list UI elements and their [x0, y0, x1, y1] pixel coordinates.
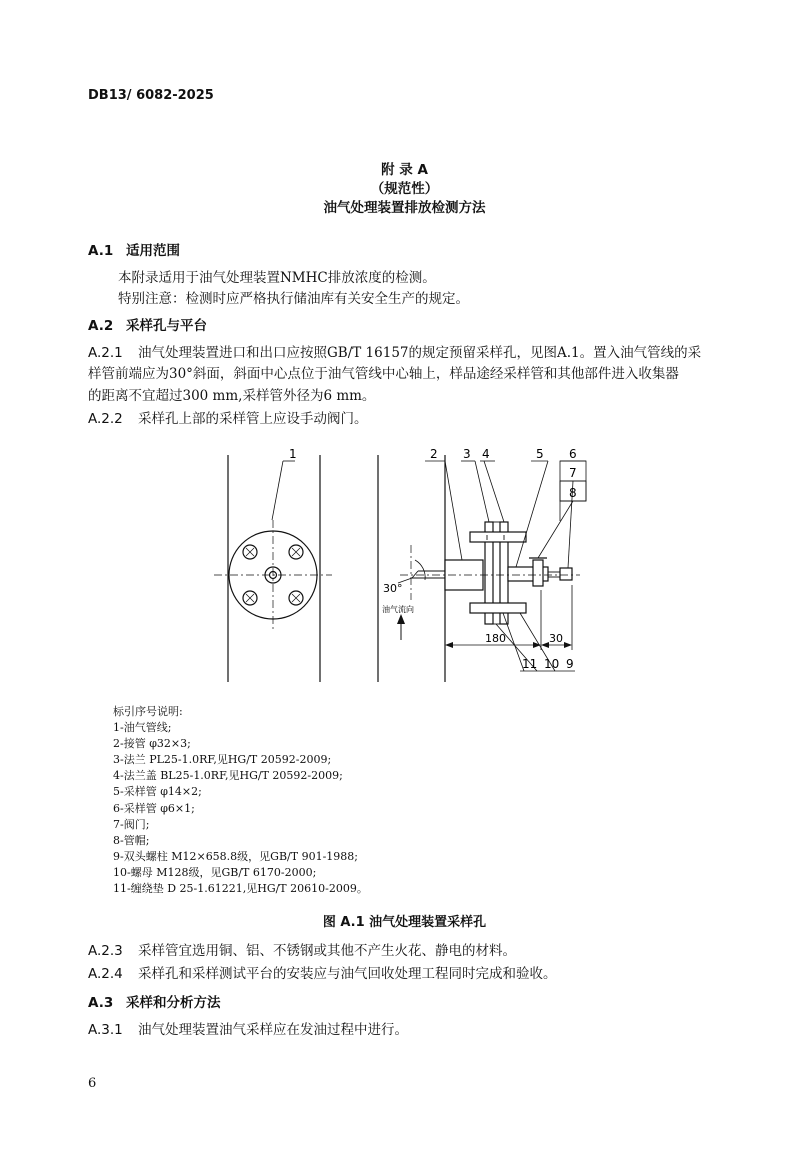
label-8: 8 [569, 486, 577, 500]
page-number: 6 [88, 1076, 97, 1091]
document-number: DB13/ 6082-2025 [88, 88, 214, 103]
label-3: 3 [463, 447, 471, 461]
label-2: 2 [430, 447, 438, 461]
pipe-cap [560, 568, 572, 580]
section-title: 采样孔与平台 [126, 318, 207, 334]
valve [533, 560, 543, 586]
clause-a2-1-line3: 的距离不宜超过300 mm,采样管外径为6 mm。 [88, 388, 376, 404]
figure-caption: 图 A.1 油气处理装置采样孔 [322, 915, 487, 930]
appendix-subtitle: 油气处理装置排放检测方法 [323, 200, 486, 216]
legend-item: 2-接管 φ32×3; [113, 737, 191, 751]
section-title: 适用范围 [126, 243, 180, 259]
clause-a2-2 [88, 407, 368, 427]
clause-number: A.2.3 [88, 943, 123, 959]
legend-title: 标引序号说明: [113, 705, 183, 718]
label-5: 5 [536, 447, 544, 461]
legend-item: 5-采样管 φ14×2; [113, 785, 202, 799]
clause-number: A.2.1 [88, 345, 123, 361]
label-4: 4 [482, 447, 490, 461]
dimension-180: 180 [485, 632, 506, 645]
dimension-30: 30 [549, 632, 563, 645]
section-title: 采样和分析方法 [126, 995, 221, 1011]
figure-legend [113, 704, 368, 897]
section-a1-heading [88, 239, 180, 259]
appendix-title: 附 录 A [381, 162, 428, 178]
legend-item: 3-法兰 PL25-1.0RF,见HG/T 20592-2009; [113, 753, 332, 767]
angle-label: 30° [383, 582, 403, 595]
legend-item: 6-采样管 φ6×1; [113, 801, 195, 815]
stud-bolt-top [470, 532, 526, 542]
section-number: A.1 [88, 243, 114, 259]
label-10: 10 [544, 657, 560, 671]
leader-line [272, 461, 283, 520]
legend-item: 7-阀门; [113, 817, 150, 831]
label-11: 11 [522, 657, 538, 671]
section-a2-heading [88, 314, 207, 334]
clause-a2-1 [88, 341, 701, 361]
a1-paragraph-2: 特别注意：检测时应严格执行储油库有关安全生产的规定。 [118, 291, 469, 307]
stud-bolt-bottom [470, 603, 526, 613]
clause-a2-4 [88, 962, 557, 982]
figure-a1-drawing [200, 440, 610, 690]
clause-text: 采样孔和采样测试平台的安装应与油气回收处理工程同时完成和验收。 [138, 966, 557, 982]
appendix-nature: （规范性） [370, 181, 439, 197]
label-9: 9 [566, 657, 574, 671]
clause-number: A.3.1 [88, 1022, 123, 1038]
clause-text: 采样孔上部的采样管上应设手动阀门。 [138, 411, 368, 427]
legend-item: 11-缠绕垫 D 25-1.61221,见HG/T 20610-2009。 [113, 882, 368, 896]
clause-a2-1-line2: 样管前端应为30°斜面，斜面中心点位于油气管线中心轴上，样品途经采样管和其他部件进入收集器 [88, 366, 679, 382]
clause-text: 油气处理装置进口和出口应按照GB/T 16157的规定预留采样孔，见图A.1。置入油气管线的采 [138, 345, 702, 361]
label-1: 1 [289, 447, 297, 461]
legend-item: 10-螺母 M128级，见GB/T 6170-2000; [113, 865, 317, 879]
legend-item: 9-双头螺柱 M12×658.8级，见GB/T 901-1988; [113, 849, 359, 863]
clause-number: A.2.4 [88, 966, 123, 982]
a1-paragraph-1: 本附录适用于油气处理装置NMHC排放浓度的检测。 [118, 270, 436, 286]
legend-item: 4-法兰盖 BL25-1.0RF,见HG/T 20592-2009; [113, 769, 343, 783]
flow-direction-label: 油气流向 [382, 605, 414, 614]
clause-number: A.2.2 [88, 411, 123, 427]
clause-a3-1 [88, 1018, 408, 1038]
clause-text: 采样管宜选用铜、铝、不锈钢或其他不产生火花、静电的材料。 [138, 943, 516, 959]
section-a3-heading [88, 991, 221, 1011]
section-number: A.2 [88, 318, 114, 334]
flow-arrow [397, 614, 405, 624]
label-6: 6 [569, 447, 577, 461]
clause-text: 油气处理装置油气采样应在发油过程中进行。 [138, 1022, 408, 1038]
legend-item: 1-油气管线; [113, 721, 172, 735]
section-number: A.3 [88, 995, 114, 1011]
clause-a2-3 [88, 939, 516, 959]
label-7: 7 [569, 466, 577, 480]
legend-item: 8-管帽; [113, 833, 150, 847]
